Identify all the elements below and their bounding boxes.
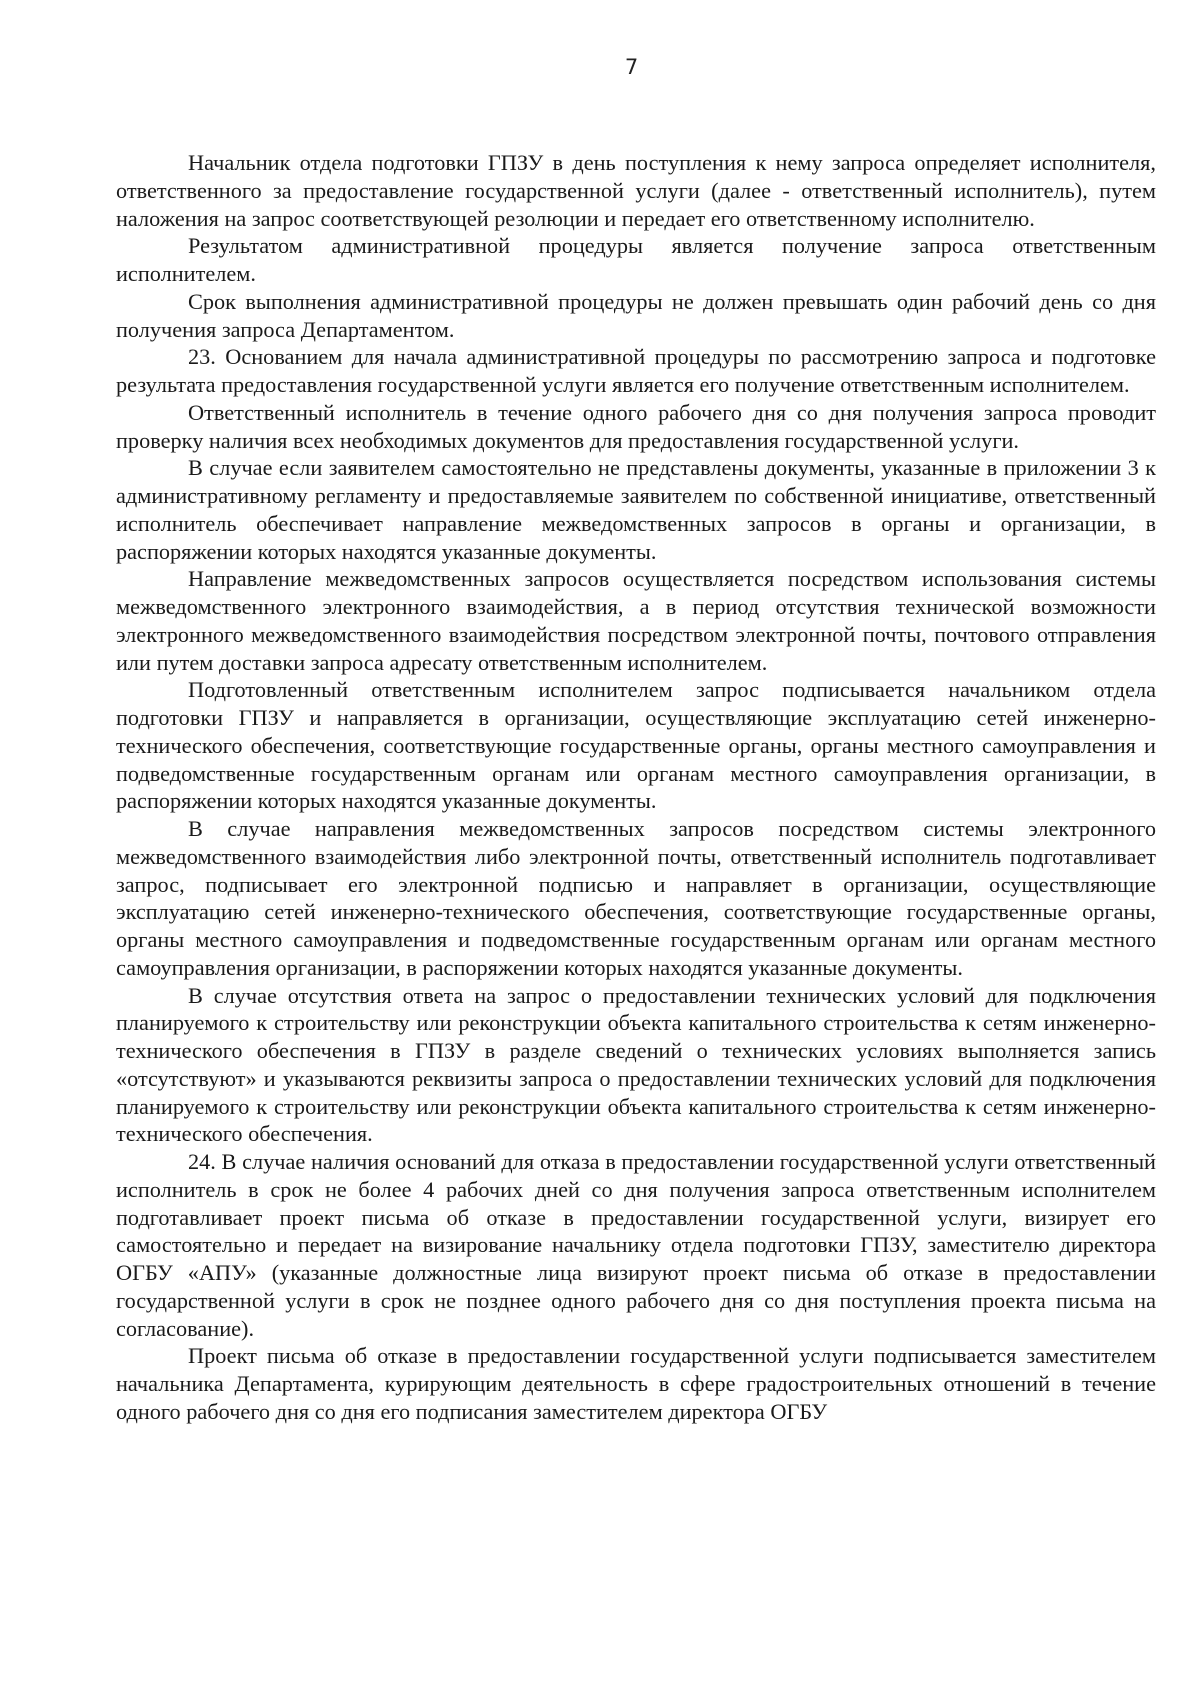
paragraph: Подготовленный ответственным исполнителем запрос подписывается начальником отдела подготовки ГПЗУ и направляется в организации, осуществляющие эксплуатацию сетей инженерно-технического обеспечения, соответствующие государственные органы, органы местного самоуправления и подведомственные государственным органам или органам местного самоуправления организации, в распоряжении которых находятся указанные документы. [116, 677, 1156, 814]
paragraph: Проект письма об отказе в предоставлении государственной услуги подписывается заместителем начальника Департамента, курирующим деятельность в сфере градостроительных отношений в течение одного рабочего дня со дня его подписания заместителем директора ОГБУ [116, 1343, 1156, 1424]
paragraph: Срок выполнения административной процедуры не должен превышать один рабочий день со дня получения запроса Департаментом. [116, 288, 1156, 342]
paragraph: В случае отсутствия ответа на запрос о предоставлении технических условий для подключения планируемого к строительству или реконструкции объекта капитального строительства к сетям инженерно-технического обеспечения в ГПЗУ в разделе сведений о технических условиях выполняется запись «отсутствуют» и указываются реквизиты запроса о предоставлении технических условий для подключения планируемого к строительству или реконструкции объекта капитального строительства к сетям инженерно-технического обеспечения. [116, 982, 1156, 1147]
paragraph: Ответственный исполнитель в течение одного рабочего дня со дня получения запроса проводит проверку наличия всех необходимых документов для предоставления государственной услуги. [116, 399, 1156, 453]
paragraph: Направление межведомственных запросов осуществляется посредством использования системы межведомственного электронного взаимодействия, а в период отсутствия технической возможности электронного межведомственного взаимодействия посредством электронной почты, почтового отправления или путем доставки запроса адресату ответственным исполнителем. [116, 566, 1156, 675]
paragraph: 23. Основанием для начала административной процедуры по рассмотрению запроса и подготовке результата предоставления государственной услуги является его получение ответственным исполнителем. [116, 344, 1156, 397]
paragraph: Начальник отдела подготовки ГПЗУ в день поступления к нему запроса определяет исполнителя, ответственного за предоставление государственной услуги (далее - ответственный исполнитель), путем наложения на запрос соответствующей резолюции и передает его ответственному исполнителю. [116, 150, 1156, 231]
paragraph: В случае если заявителем самостоятельно не представлены документы, указанные в приложении 3 к административному регламенту и предоставляемые заявителем по собственной инициативе, ответственный исполнитель обеспечивает направление межведомственных запросов в органы и организации, в распоряжении которых находятся указанные документы. [116, 455, 1156, 564]
document-body [116, 149, 1156, 1426]
paragraph: В случае направления межведомственных запросов посредством системы электронного межведомственного взаимодействия либо электронной почты, ответственный исполнитель подготавливает запрос, подписывает его электронной подписью и направляет в организации, осуществляющие эксплуатацию сетей инженерно-технического обеспечения, соответствующие государственные органы, органы местного самоуправления и подведомственные государственным органам или органам местного самоуправления организации, в распоряжении которых находятся указанные документы. [116, 816, 1156, 980]
paragraph: Результатом административной процедуры является получение запроса ответственным исполнителем. [116, 233, 1156, 286]
page-number: 7 [624, 55, 639, 79]
paragraph: 24. В случае наличия оснований для отказа в предоставлении государственной услуги ответственный исполнитель в срок не более 4 рабочих дней со дня получения запроса ответственным исполнителем подготавливает проект письма об отказе в предоставлении государственной услуги, визирует его самостоятельно и передает на визирование начальнику отдела подготовки ГПЗУ, заместителю директора ОГБУ «АПУ» (указанные должностные лица визируют проект письма об отказе в предоставлении государственной услуги в срок не позднее одного рабочего дня со дня поступления проекта письма на согласование). [116, 1149, 1156, 1341]
